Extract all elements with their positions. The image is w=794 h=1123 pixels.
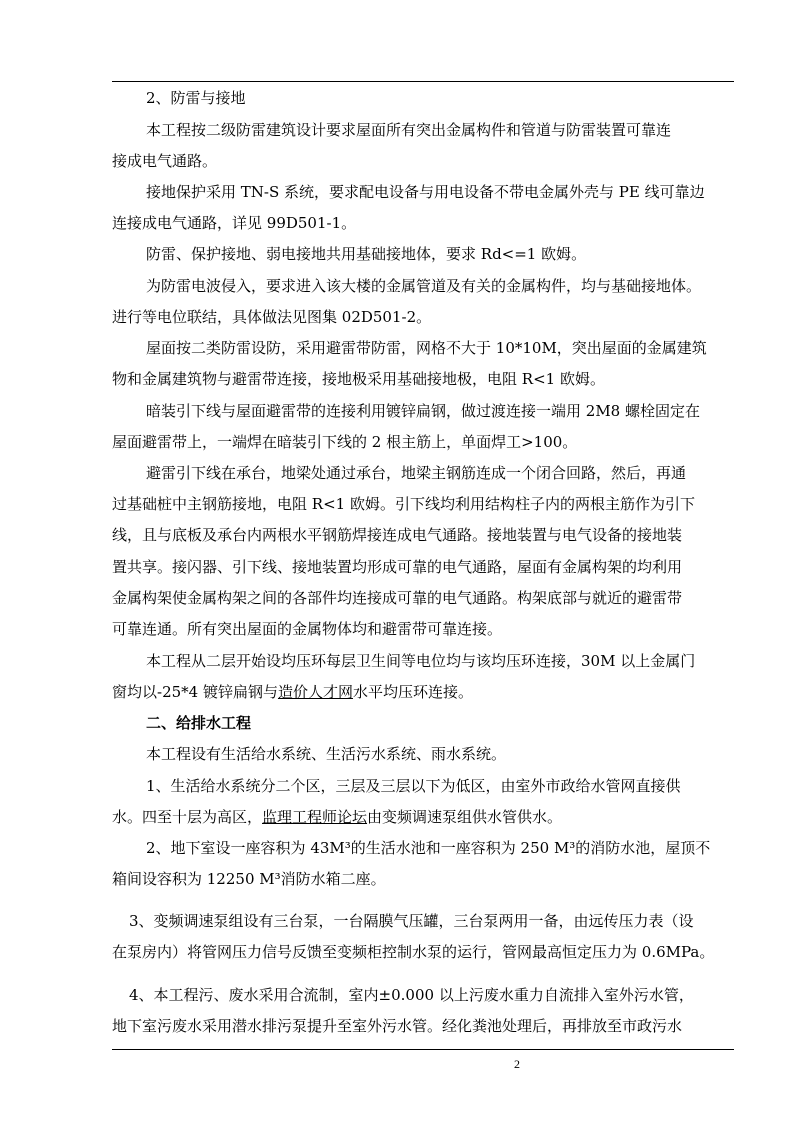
section-heading-water: 二、给排水工程 [146,714,252,732]
paragraph-line: 在泵房内）将管网压力信号反馈至变频柜控制水泵的运行，管网最高恒定压力为 0.6MPa。 [112,943,715,961]
paragraph-line: 本工程从二层开始设均压环每层卫生间等电位均与该均压环连接，30M 以上金属门 [146,652,696,670]
line-text: 由变频调速泵组供水管供水。 [367,808,563,826]
paragraph-line: 过基础桩中主钢筋接地，电阻 R<1 欧姆。引下线均利用结构柱子内的两根主筋作为引下 [112,495,695,513]
paragraph-line: 金属构架使金属构架之间的各部件均连接成可靠的电气通路。构架底部与就近的避雷带 [112,589,683,607]
line-text: 水平均压环连接。 [352,683,473,701]
paragraph-line: 连接成电气通路，详见 99D501-1。 [112,214,357,232]
paragraph-line: 地下室污废水采用潜水排污泵提升至室外污水管。经化粪池处理后，再排放至市政污水 [112,1017,683,1035]
paragraph-line: 4、本工程污、废水采用合流制，室内±0.000 以上污废水重力自流排入室外污水管， [129,986,694,1004]
paragraph-line: 接成电气通路。 [112,152,218,170]
paragraph-line: 屋面按二类防雷设防，采用避雷带防雷，网格不大于 10*10M，突出屋面的金属建筑 [146,339,707,357]
paragraph-line: 接地保护采用 TN-S 系统，要求配电设备与用电设备不带电金属外壳与 PE 线可靠边 [146,183,705,201]
paragraph-line [112,683,473,701]
line-text: 水。四至十层为高区， [112,808,263,826]
paragraph-line: 屋面避雷带上，一端焊在暗装引下线的 2 根主筋上，单面焊工>100。 [112,433,578,451]
paragraph-line: 为防雷电波侵入，要求进入该大楼的金属管道及有关的金属构件，均与基础接地体。 [146,277,702,295]
paragraph-line: 1、生活给水系统分二个区，三层及三层以下为低区，由室外市政给水管网直接供 [146,777,681,795]
page-number: 2 [514,1057,520,1071]
paragraph-line: 置共享。接闪器、引下线、接地装置均形成可靠的电气通路，屋面有金属构架的均利用 [112,558,683,576]
paragraph-line [112,808,562,826]
paragraph-line: 箱间设容积为 12250 M³消防水箱二座。 [112,870,386,888]
paragraph-line: 避雷引下线在承台，地梁处通过承台，地梁主钢筋连成一个闭合回路，然后，再通 [146,464,687,482]
header-rule [112,81,734,82]
line-text: 窗均以-25*4 镀锌扁钢与 [112,683,278,701]
link-jianli-forum[interactable]: 监理工程师论坛 [262,808,368,826]
paragraph-line: 暗装引下线与屋面避雷带的连接利用镀锌扁钢，做过渡连接一端用 2M8 螺栓固定在 [146,402,700,420]
paragraph-line: 本工程设有生活给水系统、生活污水系统、雨水系统。 [146,745,507,763]
paragraph-line: 可靠连通。所有突出屋面的金属物体均和避雷带可靠连接。 [112,620,503,638]
paragraph-line: 3、变频调速泵组设有三台泵，一台隔膜气压罐，三台泵两用一备，由远传压力表（设 [129,912,694,930]
paragraph-line: 线，且与底板及承台内两根水平钢筋焊接连成电气通路。接地装置与电气设备的接地装 [112,526,683,544]
paragraph-line: 物和金属建筑物与避雷带连接，接地极采用基础接地极，电阻 R<1 欧姆。 [112,370,605,388]
paragraph-line: 本工程按二级防雷建筑设计要求屋面所有突出金属构件和管道与防雷装置可靠连 [146,121,672,139]
paragraph-line: 进行等电位联结，具体做法见图集 02D501-2。 [112,308,432,326]
footer-rule [112,1049,734,1050]
link-zaojia-rencai[interactable]: 造价人才网 [277,683,353,701]
paragraph-line: 2、地下室设一座容积为 43M³的生活水池和一座容积为 250 M³的消防水池，屋顶不 [146,839,711,857]
paragraph-line: 防雷、保护接地、弱电接地共用基础接地体，要求 Rd<=1 欧姆。 [146,245,587,263]
section-heading-lightning: 2、防雷与接地 [146,89,246,107]
